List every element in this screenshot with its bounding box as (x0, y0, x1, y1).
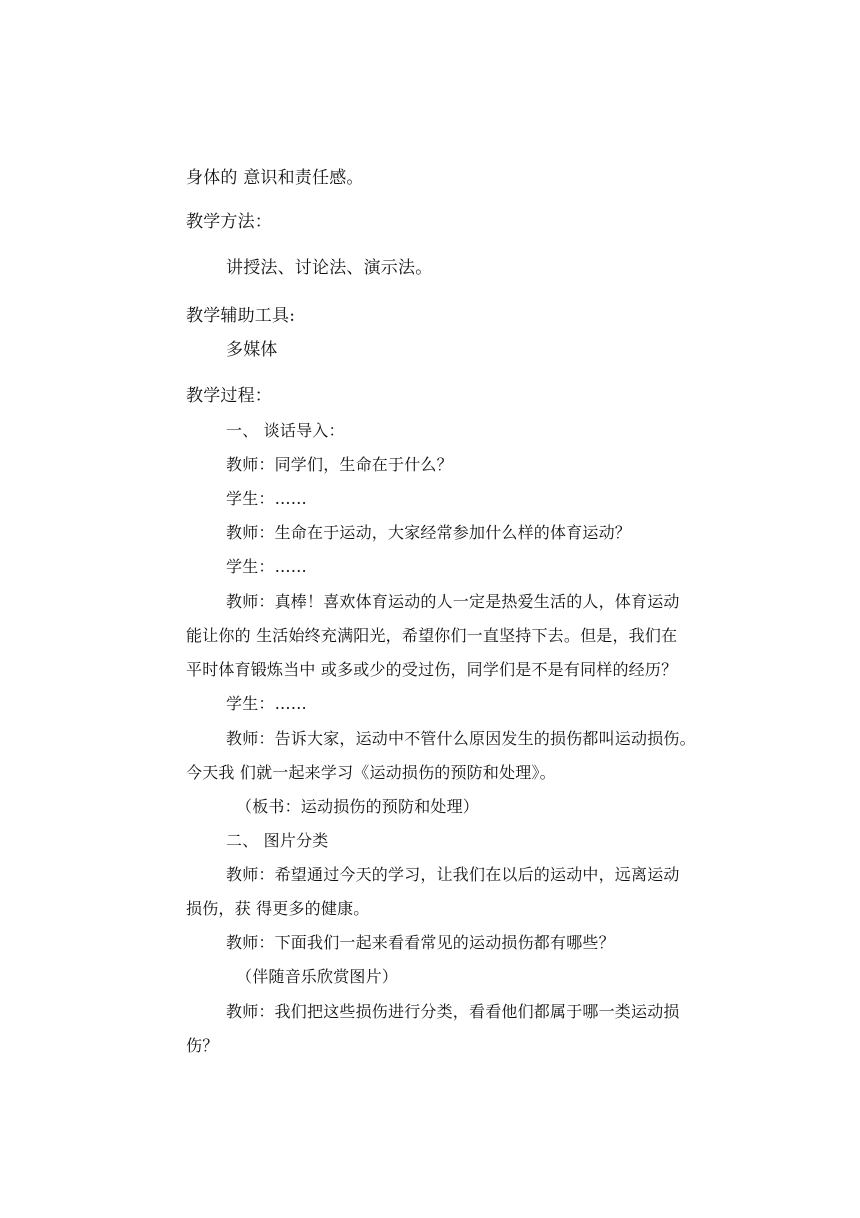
dialogue-line: 教师：生命在于运动，大家经常参加什么样的体育运动？ (226, 523, 632, 542)
section1-title: 一、 谈话导入： (226, 421, 345, 440)
paragraph-line: 教师：希望通过今天的学习，让我们在以后的运动中，远离运动 (226, 865, 680, 884)
paragraph-line: 伤？ (186, 1036, 219, 1055)
paragraph-line: 教师：我们把这些损伤进行分类，看看他们都属于哪一类运动损 (226, 1002, 680, 1021)
tools-heading: 教学辅助工具: (186, 306, 296, 326)
board-note: （板书：运动损伤的预防和处理） (236, 797, 480, 816)
dialogue-line: 学生：…… (226, 489, 308, 508)
music-note: （伴随音乐欣赏图片） (236, 967, 399, 986)
process-heading: 教学过程： (186, 386, 272, 406)
paragraph-line: 教师：真棒！喜欢体育运动的人一定是热爱生活的人，体育运动 (226, 592, 680, 611)
methods-heading: 教学方法： (186, 212, 272, 232)
student-reply: 学生：…… (226, 694, 308, 713)
paragraph-line: 平时体育锻炼当中 或多或少的受过伤，同学们是不是有同样的经历？ (186, 660, 678, 679)
intro-tail-text: 身体的 意识和责任感。 (186, 168, 364, 188)
paragraph-line: 今天我 们就一起来学习《运动损伤的预防和处理》。 (186, 763, 556, 782)
tools-text: 多媒体 (226, 340, 278, 360)
dialogue-line: 学生：…… (226, 557, 308, 576)
paragraph-line: 教师：告诉大家，运动中不管什么原因发生的损伤都叫运动损伤。 (226, 729, 696, 748)
teacher-line: 教师：下面我们一起来看看常见的运动损伤都有哪些？ (226, 933, 615, 952)
paragraph-line: 损伤，获 得更多的健康。 (186, 899, 370, 918)
paragraph-line: 能让你的 生活始终充满阳光，希望你们一直坚持下去。但是，我们在 (186, 626, 678, 645)
section2-title: 二、 图片分类 (226, 831, 329, 850)
methods-text: 讲授法、讨论法、演示法。 (226, 258, 433, 278)
dialogue-line: 教师：同学们，生命在于什么？ (226, 455, 453, 474)
